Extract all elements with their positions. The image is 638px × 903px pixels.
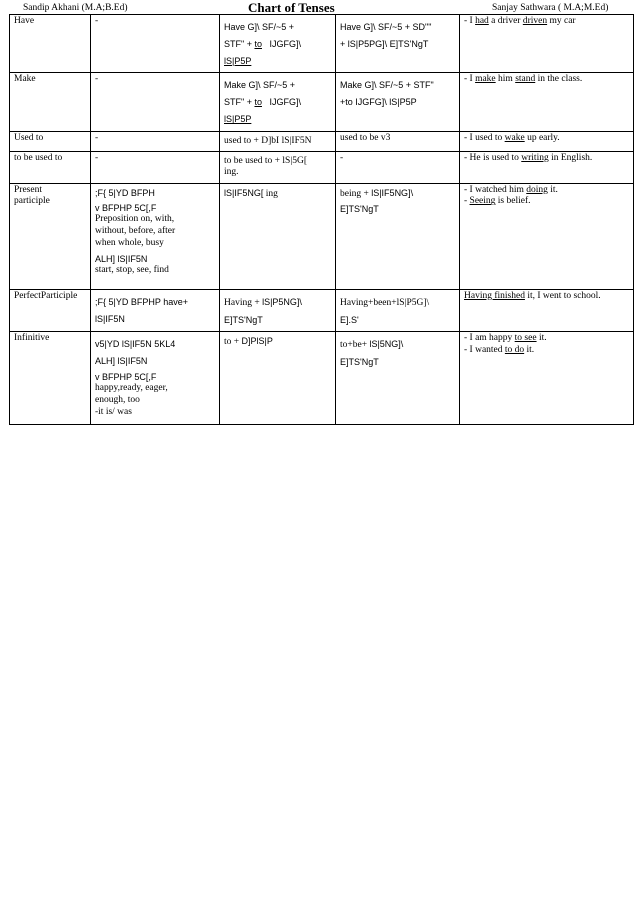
term-cell: Have	[10, 15, 91, 73]
text-line	[464, 196, 629, 208]
passive-form-cell	[336, 73, 460, 131]
passive-form-cell	[336, 15, 460, 73]
table-row	[10, 73, 634, 131]
rule-cell: -	[91, 15, 220, 73]
text-line: enough, too	[95, 395, 140, 406]
underlined-text: wake	[504, 132, 525, 143]
text-segment: lS|P5NG]\	[262, 296, 302, 307]
term-cell: to be used to	[10, 151, 91, 183]
text-segment: - I am happy	[464, 332, 513, 343]
text-line: happy,ready, eager,	[95, 383, 168, 394]
page-title: Chart of Tenses	[248, 0, 335, 15]
example-cell	[460, 331, 634, 424]
active-form-cell	[220, 183, 336, 289]
text-segment: lS|IF5NG[	[224, 187, 264, 198]
active-form-cell	[220, 289, 336, 331]
rule-cell	[91, 183, 220, 289]
text-segment: to +	[224, 336, 240, 347]
text-line: v5|YD lS|IF5N 5KL4	[95, 338, 176, 349]
text-segment: - He is used to	[464, 152, 519, 163]
text-line: ing.	[224, 167, 239, 178]
term-cell: Used to	[10, 131, 91, 151]
underlined-text: doing	[526, 184, 548, 195]
underlined-text: writing	[521, 152, 549, 163]
example-cell	[460, 183, 634, 289]
example-cell	[460, 15, 634, 73]
passive-form-cell: -	[336, 151, 460, 183]
text-line: Make G]\ SF/~5 + STF"	[340, 80, 434, 91]
text-segment: lS|IF5NG]\	[371, 187, 414, 198]
text-segment: IJGFG]\	[269, 39, 301, 50]
text-line: Have G]\ SF/~5 +	[224, 22, 295, 32]
table-row	[10, 331, 634, 424]
example-cell	[460, 151, 634, 183]
text-line: when whole, busy	[95, 237, 164, 248]
text-line	[464, 185, 629, 197]
text-line: Preposition on, with,	[95, 214, 175, 225]
passive-form-cell	[336, 289, 460, 331]
text-segment: him	[498, 74, 513, 85]
text-line	[340, 336, 455, 354]
underlined-text: Having finished	[464, 290, 525, 301]
text-segment: - I watched him	[464, 184, 524, 195]
text-line	[224, 94, 331, 111]
text-line	[464, 333, 629, 345]
text-line: E]TS'NgT	[224, 314, 263, 325]
text-line: without, before, after	[95, 225, 176, 236]
active-form-cell	[220, 331, 336, 424]
term-cell: Infinitive	[10, 331, 91, 424]
text-segment: in English.	[551, 152, 593, 163]
text-line	[464, 345, 629, 357]
text-line: participle	[14, 196, 50, 207]
text-line	[224, 294, 331, 312]
text-segment: lS|5NG]\	[369, 338, 404, 349]
rule-cell: -	[91, 73, 220, 131]
passive-form-cell	[336, 331, 460, 424]
text-line: Having+been+lS|P5G]\	[340, 297, 430, 308]
text-segment: STF" +	[224, 39, 252, 50]
tenses-table	[9, 14, 634, 425]
text-line: Make G]\ SF/~5 +	[224, 80, 296, 91]
underlined-text: lS|P5P	[224, 114, 252, 125]
active-form-cell	[220, 15, 336, 73]
text-line: E]TS'NgT	[340, 356, 379, 367]
underlined-text: to	[254, 39, 262, 50]
text-line: + lS|P5PG]\ E]TS'NgT	[340, 39, 429, 50]
term-cell	[10, 183, 91, 289]
table-row	[10, 131, 634, 151]
text-segment: STF" +	[224, 97, 252, 108]
text-segment: it.	[526, 344, 535, 355]
table-row	[10, 289, 634, 331]
text-line: E]TS'NgT	[340, 204, 379, 215]
text-line: used to + D]bI lS|IF5N	[224, 135, 312, 146]
underlined-text: make	[475, 74, 496, 85]
term-cell: PerfectParticiple	[10, 289, 91, 331]
underlined-text: to	[254, 97, 262, 108]
text-segment: - I used to	[464, 132, 503, 143]
text-segment: - I	[464, 16, 473, 26]
text-line: lS|IF5N	[95, 313, 125, 324]
rule-cell	[91, 289, 220, 331]
text-segment: it, I went to school.	[527, 290, 601, 301]
underlined-text: Seeing	[469, 196, 496, 207]
text-segment: my car	[549, 16, 576, 26]
table-row	[10, 151, 634, 183]
term-cell: Make	[10, 73, 91, 131]
table-row	[10, 183, 634, 289]
text-segment: a driver	[491, 16, 521, 26]
underlined-text: had	[475, 16, 489, 26]
text-segment: - I wanted	[464, 344, 503, 355]
text-segment: being +	[340, 188, 369, 199]
rule-cell: -	[91, 131, 220, 151]
text-line: v BFPHP 5C[,F	[95, 371, 157, 382]
rule-cell	[91, 331, 220, 424]
active-form-cell	[220, 73, 336, 131]
author-left: Sandip Akhani (M.A;B.Ed)	[23, 3, 128, 13]
text-line: start, stop, see, find	[95, 264, 169, 275]
text-segment: -	[464, 196, 468, 207]
text-line: ALH] lS|IF5N	[95, 355, 148, 366]
text-segment: - I	[464, 74, 473, 85]
text-segment: in the class.	[537, 74, 583, 85]
author-right: Sanjay Sathwara ( M.A;M.Ed)	[492, 3, 609, 13]
text-segment: D]PlS|P	[241, 335, 273, 346]
table-row	[10, 15, 634, 73]
text-line: Present	[14, 184, 42, 195]
active-form-cell	[220, 151, 336, 183]
text-line: ;F{ 5|YD BFPHP have+	[95, 296, 188, 307]
text-segment: is belief.	[497, 196, 531, 207]
text-segment: up early.	[527, 132, 560, 143]
text-line: E].S'	[340, 314, 359, 325]
text-line: ;F{ 5|YD BFPH	[95, 187, 155, 198]
text-line: -it is/ was	[95, 406, 132, 417]
underlined-text: to do	[504, 344, 525, 355]
text-segment: it.	[550, 184, 558, 195]
text-line: v BFPHP 5C[,F	[95, 202, 157, 213]
text-segment: to+be+	[340, 339, 368, 350]
passive-form-cell: used to be v3	[336, 131, 460, 151]
passive-form-cell	[336, 183, 460, 289]
text-line: Have G]\ SF/~5 + SD""	[340, 22, 432, 32]
text-segment: it.	[538, 332, 547, 343]
text-segment: IJGFG]\	[269, 97, 301, 108]
underlined-text: driven	[522, 16, 548, 26]
text-line: ALH] lS|IF5N	[95, 253, 148, 264]
underlined-text: stand	[515, 74, 536, 85]
text-segment: Having +	[224, 297, 260, 308]
text-line: +to IJGFG]\ lS|P5P	[340, 97, 417, 108]
rule-cell: -	[91, 151, 220, 183]
example-cell	[460, 131, 634, 151]
text-line: to be used to + lS|5G[	[224, 155, 307, 166]
active-form-cell	[220, 131, 336, 151]
underlined-text: lS|P5P	[224, 56, 252, 67]
example-cell	[460, 289, 634, 331]
underlined-text: to see	[514, 332, 537, 343]
text-line	[340, 188, 455, 201]
text-segment: ing	[265, 188, 278, 199]
example-cell	[460, 73, 634, 131]
text-line	[224, 36, 331, 53]
